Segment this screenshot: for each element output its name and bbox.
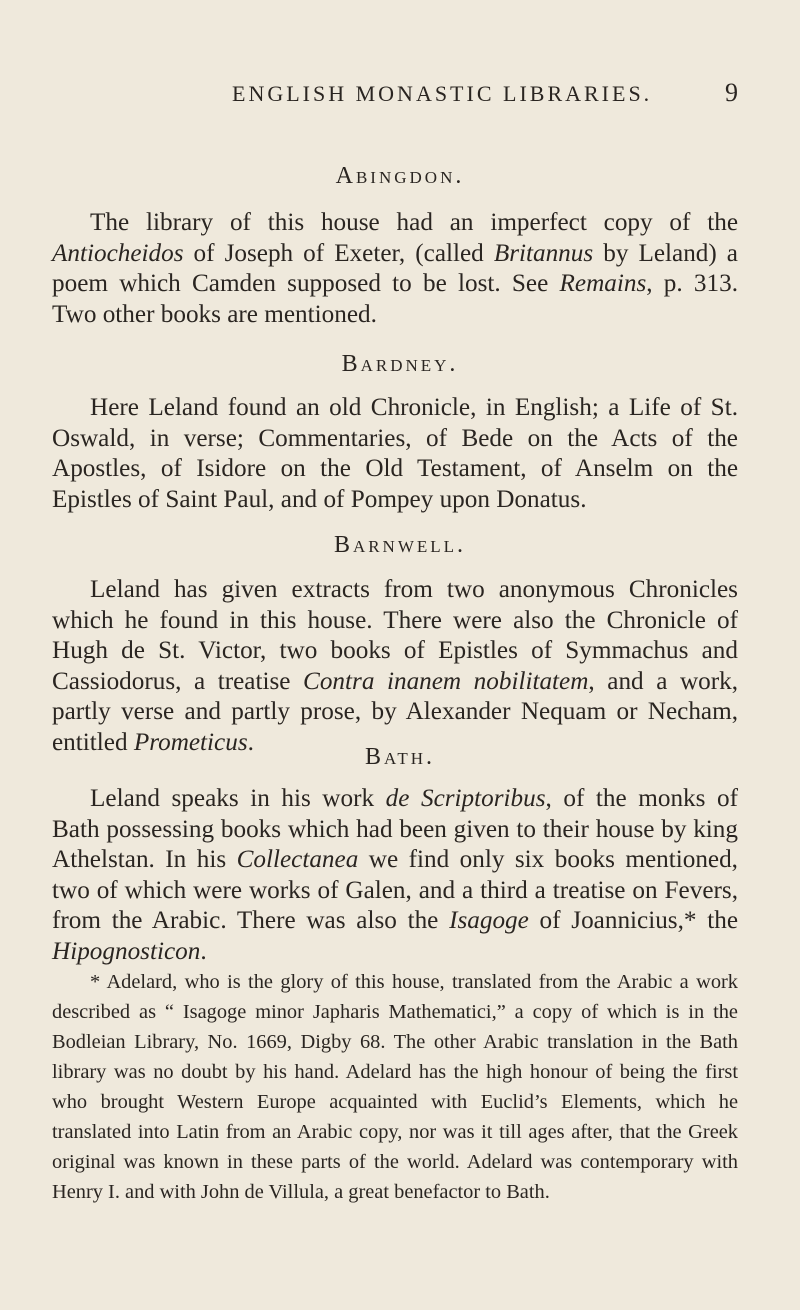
italic-text: Remains [559, 270, 647, 297]
running-title: ENGLISH MONASTIC LIBRARIES. [232, 81, 653, 106]
text-run: Here Leland found an old Chronicle, in English; a Life of St. Oswald, in verse; Commentaries, of Bede on the Acts of the Apostles, of Isidore on the Old Testament, of Anselm on the Epistles of Saint Paul, and of Pompey upon Donatus. [52, 394, 738, 513]
italic-text: de Scriptoribus [385, 785, 546, 812]
text-run: Leland has given extracts from two anonymous Chronicles which he found in this house. There were also the Chronicle of Hugh de St. Victor, two books of Epistles of Symmachus and Cassiodorus, a treatise [52, 576, 738, 695]
text-run: by Leland) a poem which Camden supposed to be lost. See [52, 239, 738, 297]
text-run: Leland speaks in his work [90, 785, 386, 812]
text-run: , and a work, partly verse and partly prose, by Alexander Nequam or Necham, entitled [52, 667, 739, 756]
italic-text: Contra inanem nobilitatem [303, 667, 589, 695]
text-run: , p. 313. Two other books are mentioned. [52, 270, 739, 328]
italic-text: Collectanea [236, 846, 359, 873]
section-heading-barnwell: Barnwell. [333, 532, 467, 558]
text-run: . [200, 937, 207, 965]
section-heading-abingdon: Abingdon. [335, 163, 465, 189]
italic-text: Antiocheidos [52, 239, 184, 267]
section-heading-bath: Bath. [364, 744, 436, 770]
footnote [52, 967, 738, 1207]
italic-text: Isagoge [449, 907, 529, 934]
section-body-abingdon [52, 208, 738, 330]
section-body-bath [52, 784, 738, 967]
text-run: of Joannicius,* the [528, 907, 738, 934]
text-run: of Joseph of Exeter, (called [183, 239, 494, 267]
section-body-bardney [52, 393, 738, 515]
text-run: , of the monks of Bath possessing books which had been given to their house by king Athelstan. In his [52, 785, 738, 873]
page-number: 9 [725, 78, 738, 107]
section-body-barnwell [52, 575, 738, 758]
text-run: The library of this house had an imperfect copy of the [90, 209, 738, 236]
text-run: * Adelard, who is the glory of this house, translated from the Arabic a work described as “ Isagoge minor Japharis Mathematici,” a copy of which is in the Bodleian Library, No. 1669, Digby 68. The other Arabic translation in the Bath library was no doubt by his hand. Adelard has the high honour of being the first who brought Western Europe acquainted with Euclid’s Elements, which he translated into Latin from an Arabic copy, nor was it till ages after, that the Greek original was known in these parts of the world. Adelard was contemporary with Henry I. and with John de Villula, a great benefactor to Bath. [52, 971, 738, 1203]
italic-text: Hipognosticon [52, 937, 201, 965]
italic-text: Britannus [493, 239, 594, 267]
running-head [232, 78, 738, 108]
section-heading-bardney: Bardney. [341, 351, 459, 377]
italic-text: Prometicus [133, 728, 248, 756]
text-run: . [247, 728, 254, 756]
text-run: we find only six books mentioned, two of which were works of Galen, and a third a treatise on Fevers, from the Arabic. There was also the [52, 846, 738, 934]
